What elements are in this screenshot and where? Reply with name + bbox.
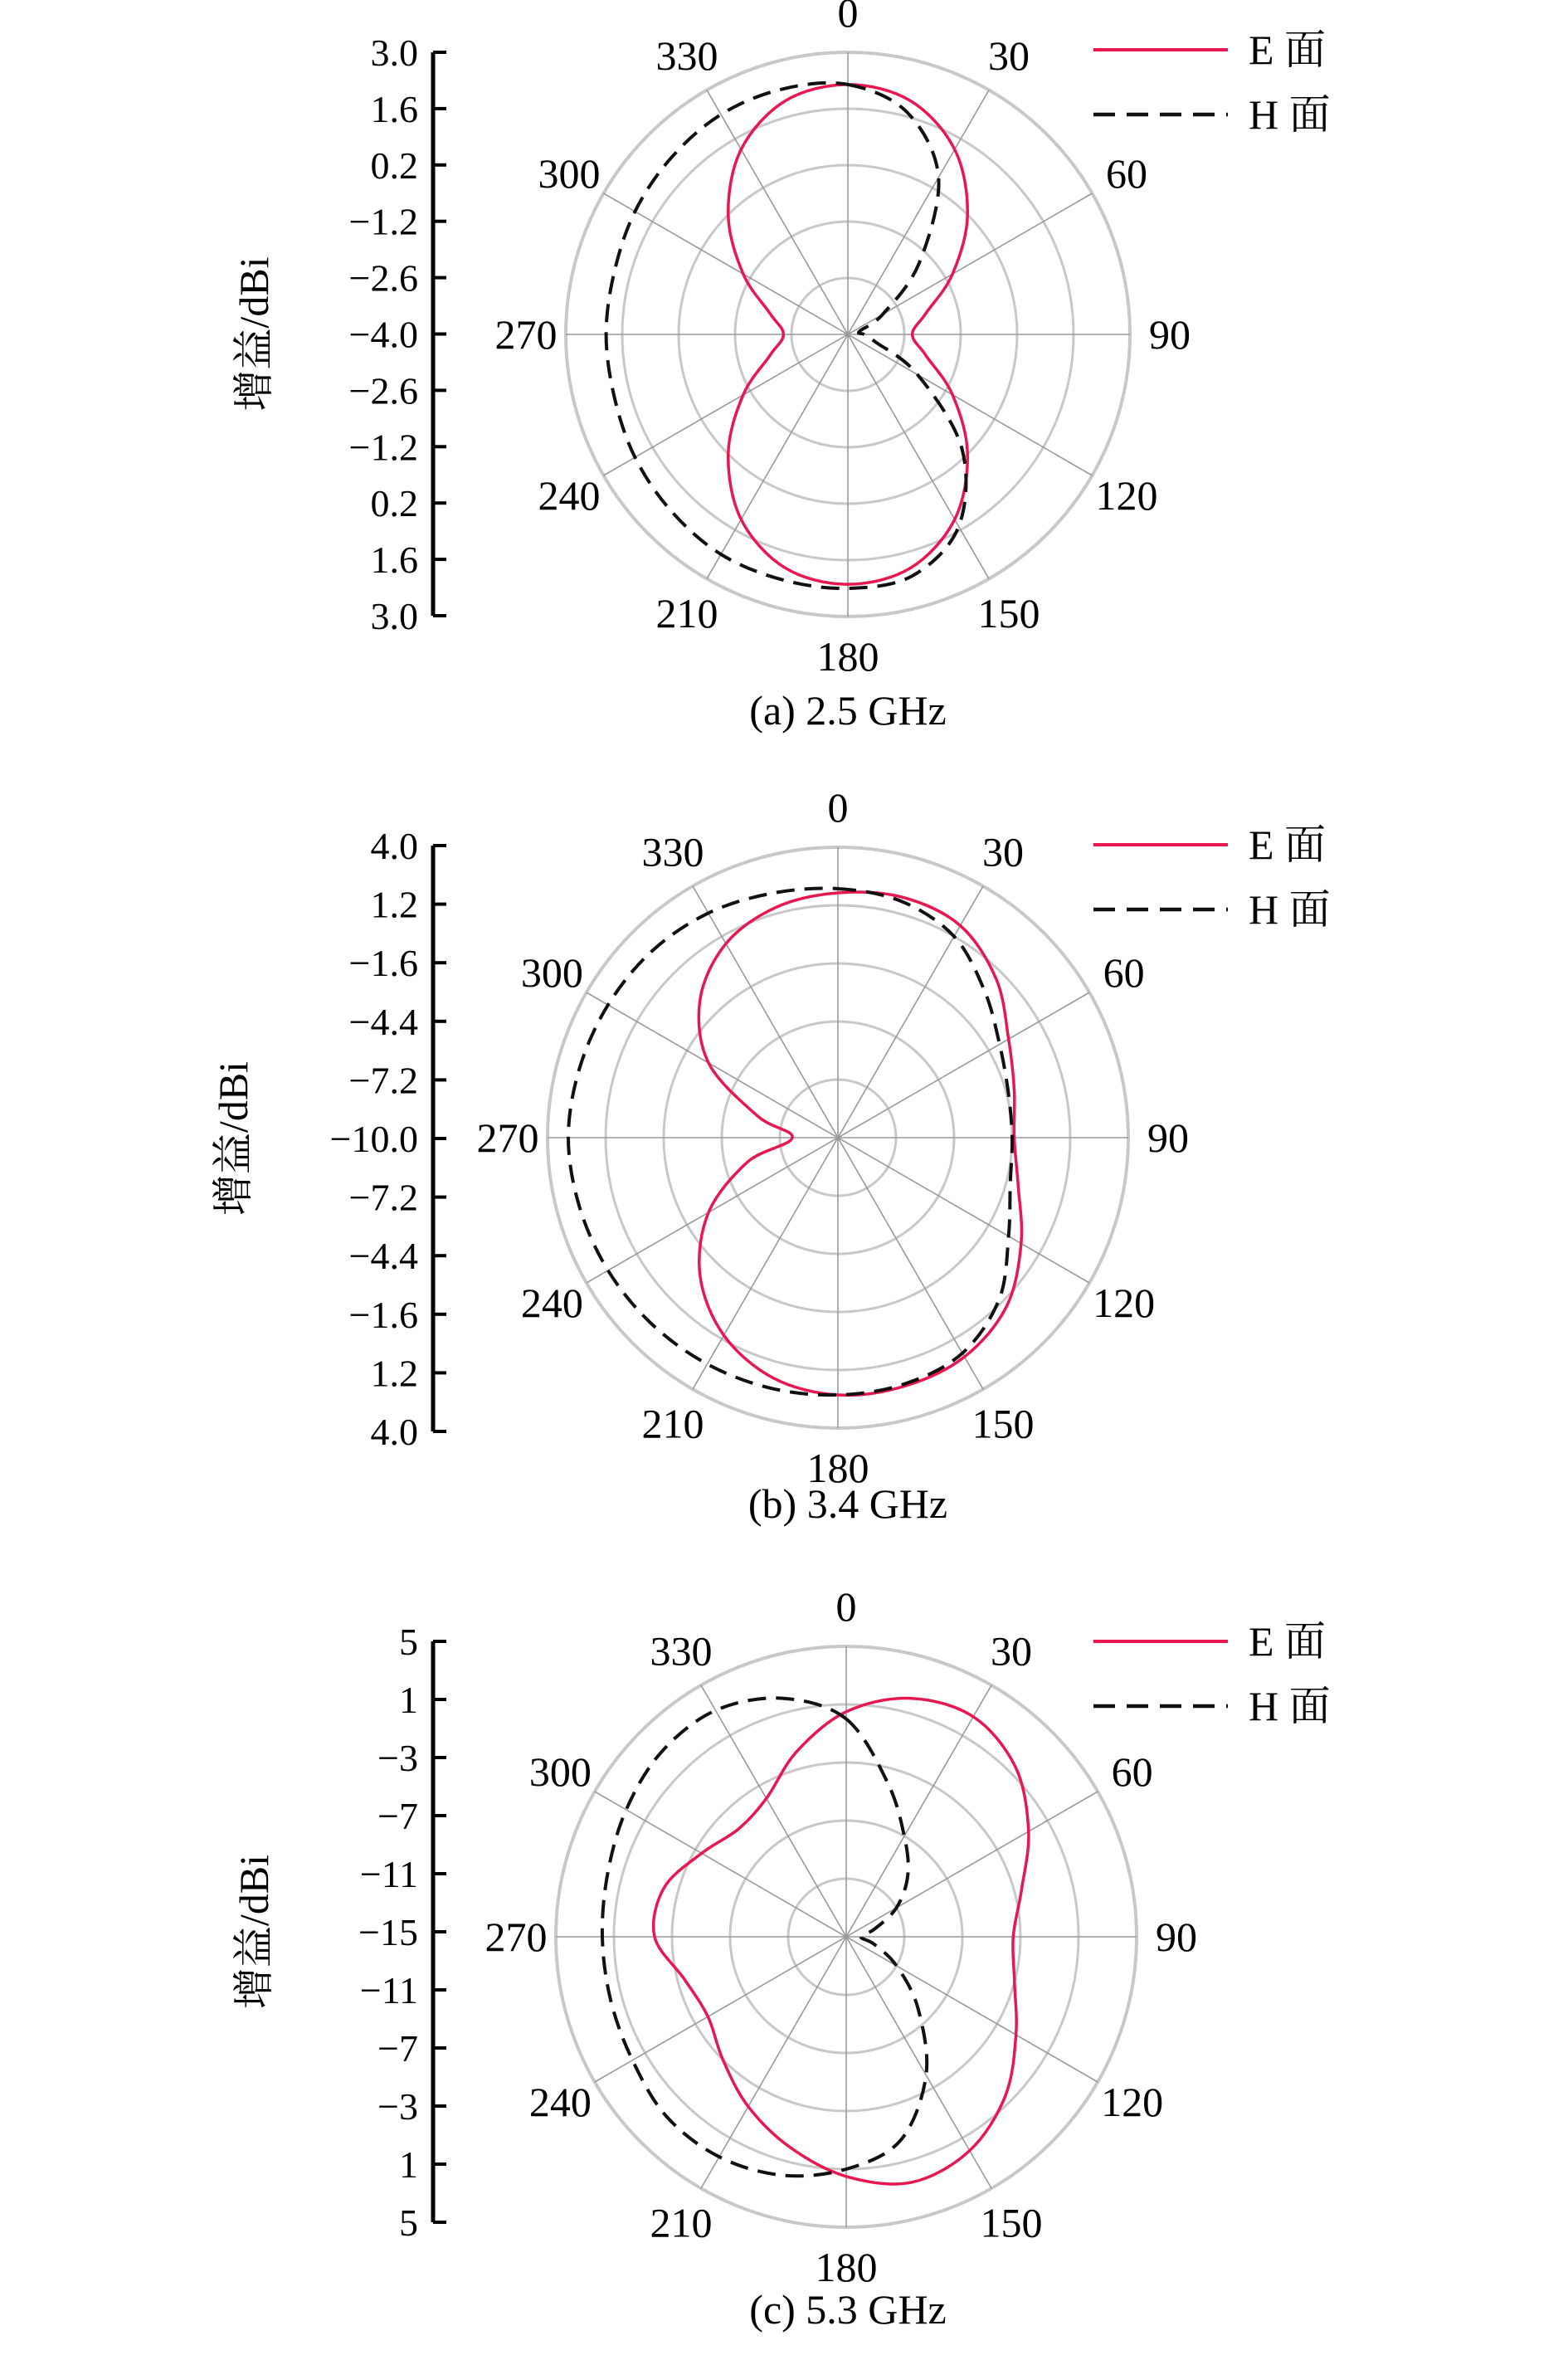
y-axis-title: 增益/dBi [231,256,277,412]
angle-tick-label: 150 [971,1400,1035,1447]
angle-tick-label: 240 [538,472,601,519]
radial-axis [349,32,446,637]
angle-tick-label: 120 [1093,1280,1156,1326]
legend [1093,822,1331,933]
angle-tick-label: 30 [991,1627,1032,1675]
y-axis-title: 增益/dBi [231,1854,277,2010]
radial-tick-label: −7 [377,2027,418,2070]
legend-label: H 面 [1249,886,1331,933]
radial-tick-label: −4.0 [348,313,418,356]
angle-tick-label: 210 [641,1400,704,1447]
radial-tick-label: −1.2 [348,200,418,243]
angle-tick-label: 300 [528,1748,592,1795]
chart-caption: (b) 3.4 GHz [747,1480,948,1527]
angle-tick-label: 0 [837,0,859,36]
angle-tick-label: 0 [827,784,849,831]
series-e-plane [699,892,1021,1395]
legend [1093,1618,1331,1729]
angle-tick-label: 150 [980,2199,1043,2246]
angle-tick-label: 240 [528,2079,592,2125]
radial-tick-label: −11 [359,1853,418,1895]
radial-tick-label: −4.4 [348,1000,418,1043]
radial-tick-label: −1.6 [348,942,418,985]
angle-tick-label: 270 [494,311,558,358]
radial-tick-label: −1.2 [348,426,418,469]
radial-tick-label: −11 [359,1969,418,2011]
legend-label: E 面 [1249,27,1327,73]
polar-chart-1 [231,0,1331,734]
radial-tick-label: −7.2 [348,1059,418,1102]
radial-tick-label: 5 [399,1621,418,1663]
angle-tick-label: 60 [1111,1748,1153,1795]
chart-caption: (a) 2.5 GHz [749,687,947,734]
angle-tick-label: 330 [650,1627,713,1675]
radial-tick-label: 1.6 [370,87,418,130]
legend-label: H 面 [1249,91,1331,138]
legend-label: H 面 [1249,1683,1331,1729]
angle-tick-label: 60 [1103,949,1145,996]
radial-tick-label: 1 [399,1679,418,1721]
radial-tick-label: 0.2 [370,144,418,187]
radial-tick-label: 1 [399,2143,418,2186]
angle-tick-label: 270 [476,1114,539,1161]
polar-grid [548,847,1128,1428]
radial-axis [358,1621,446,2244]
angle-tick-label: 180 [816,633,879,680]
angle-tick-label: 330 [641,828,704,875]
y-axis-title: 增益/dBi [210,1060,256,1217]
radial-tick-label: 0.2 [370,482,418,525]
angle-tick-label: 90 [1149,311,1191,358]
angle-tick-label: 210 [650,2199,713,2246]
radial-tick-label: 5 [399,2201,418,2244]
radial-tick-label: 1.6 [370,539,418,582]
radial-tick-label: −2.6 [348,369,418,412]
radial-tick-label: −2.6 [348,256,418,300]
radial-tick-label: −4.4 [348,1235,418,1278]
angle-tick-label: 270 [485,1914,548,1960]
angle-tick-label: 300 [520,949,583,996]
radial-tick-label: 1.2 [370,1352,418,1395]
radial-tick-label: −7 [377,1795,418,1837]
angle-tick-label: 330 [655,32,718,79]
angle-tick-label: 60 [1106,150,1148,197]
angle-tick-label: 90 [1147,1114,1189,1161]
angle-tick-label: 180 [806,1445,869,1491]
radial-tick-label: −15 [358,1911,418,1953]
polar-chart-2 [210,784,1331,1527]
polar-chart-3 [231,1583,1331,2333]
legend-label: E 面 [1249,822,1327,868]
radial-tick-label: 4.0 [370,825,418,867]
polar-grid [556,1646,1137,2227]
angle-tick-label: 180 [815,2244,878,2290]
radial-tick-label: −10.0 [329,1118,418,1160]
radial-tick-label: 4.0 [370,1411,418,1453]
legend [1093,27,1331,138]
radial-tick-label: 3.0 [370,32,418,74]
chart-caption: (c) 5.3 GHz [749,2286,947,2333]
radial-tick-label: 1.2 [370,883,418,926]
angle-tick-label: 210 [655,590,718,637]
radial-tick-label: −3 [377,2085,418,2128]
radial-tick-label: 3.0 [370,595,418,637]
radial-axis [330,825,446,1453]
angle-tick-label: 120 [1095,472,1158,519]
angle-tick-label: 0 [835,1583,857,1630]
radial-tick-label: −3 [377,1737,418,1779]
radial-tick-label: −1.6 [348,1293,418,1336]
angle-tick-label: 240 [520,1280,583,1326]
angle-tick-label: 30 [982,828,1024,875]
angle-tick-label: 300 [538,150,601,197]
radial-tick-label: −7.2 [348,1176,418,1219]
angle-tick-label: 150 [977,590,1040,637]
angle-tick-label: 120 [1101,2079,1164,2125]
angle-tick-label: 90 [1156,1914,1197,1960]
legend-label: E 面 [1249,1618,1327,1665]
angle-tick-label: 30 [988,32,1030,79]
polar-grid [566,52,1130,617]
